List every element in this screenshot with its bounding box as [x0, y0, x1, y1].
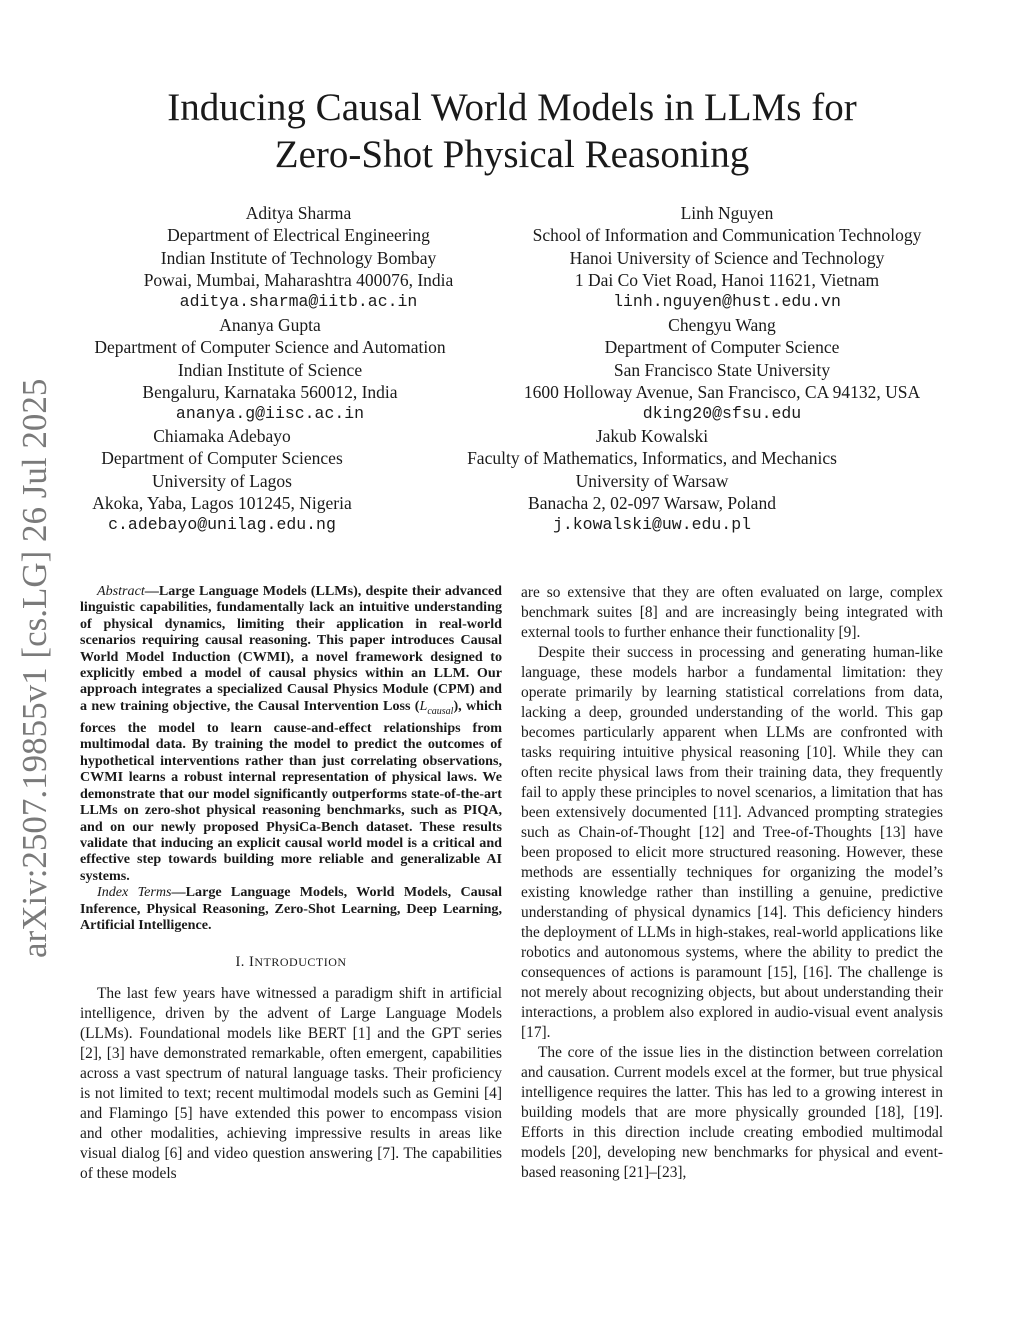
- intro-paragraph-1-continued: are so extensive that they are often evaluated on large, complex benchmark suites [8] and are increasingly being integrated with external tools to further enhance their functionality [9].: [521, 584, 943, 641]
- author-institution: University of Warsaw: [575, 470, 729, 491]
- author-email[interactable]: c.adebayo@unilag.edu.ng: [108, 515, 336, 535]
- abstract-text-2: ), which forces the model to learn cause-and-effect relationships from multimodal data. By training the model to predict the outcomes of hypothetical interventions rather than just correlating observations, CWMI learns a robust internal representation of physical laws. We demonstrate that our model significantly outperforms state-of-the-art LLMs on zero-shot physical reasoning benchmarks, such as PIQA, and on our newly proposed PhysiCa-Bench dataset. These results validate that inducing an explicit causal world model is a critical and effective step towards building more reliable and generalizable AI systems.: [80, 697, 502, 884]
- author-address: 1600 Holloway Avenue, San Francisco, CA 94132, USA: [523, 381, 921, 402]
- author-name: Chiamaka Adebayo: [153, 426, 291, 446]
- arxiv-identifier: arXiv:2507.19855v1 [cs.LG] 26 Jul 2025: [15, 378, 54, 958]
- author-name: Chengyu Wang: [668, 315, 776, 335]
- author-department: Department of Computer Science: [604, 337, 840, 358]
- intro-paragraph-3: The core of the issue lies in the distinction between correlation and causation. Current models excel at the former, but true physical intelligence requires the latter. This has led to a growing interest in building models that are more physically grounded [18], [19]. Efforts in this direction include creating embodied multimodal models [20], developing new benchmarks for physical and event-based reasoning [21]–[23],: [521, 1044, 943, 1181]
- author-email[interactable]: aditya.sharma@iitb.ac.in: [179, 292, 418, 312]
- title-line-1: Inducing Causal World Models in LLMs for: [167, 86, 857, 129]
- author-name: Aditya Sharma: [245, 203, 352, 223]
- author-address: Powai, Mumbai, Maharashtra 400076, India: [143, 269, 454, 290]
- author-department: Department of Electrical Engineering: [167, 225, 430, 246]
- author-block-gupta: [60, 314, 480, 425]
- index-terms-lead: Index Terms: [97, 884, 172, 901]
- author-department: Department of Computer Science and Automation: [94, 337, 446, 358]
- abstract-lead: Abstract: [97, 583, 145, 599]
- author-address: Akoka, Yaba, Lagos 101245, Nigeria: [92, 492, 352, 513]
- author-block-wang: [497, 314, 947, 425]
- title-line-2: Zero-Shot Physical Reasoning: [274, 133, 750, 176]
- section-heading-introduction: I. INTRODUCTION: [235, 954, 347, 971]
- author-name: Ananya Gupta: [219, 315, 321, 335]
- author-email[interactable]: ananya.g@iisc.ac.in: [175, 404, 365, 424]
- author-name: Jakub Kowalski: [595, 426, 709, 446]
- author-address: 1 Dai Co Viet Road, Hanoi 11621, Vietnam: [574, 269, 880, 290]
- left-column: [80, 583, 502, 1184]
- author-name: Linh Nguyen: [680, 203, 774, 223]
- author-department: Faculty of Mathematics, Informatics, and Mechanics: [467, 448, 837, 469]
- abstract-text-1: —Large Language Models (LLMs), despite their advanced linguistic capabilities, fundamentally lack an intuitive understanding of physical dynamics, limiting their application in real-world scenarios requiring causal reasoning. This paper introduces Causal World Model Induction (CWMI), a novel framework designed to explicitly embed a model of causal physics within an LLM. Our approach integrates a specialized Causal Physics Module (CPM) and a new training objective, the Causal Intervention Loss (: [80, 583, 502, 714]
- author-address: Bengaluru, Karnataka 560012, India: [142, 381, 398, 402]
- author-email[interactable]: j.kowalski@uw.edu.pl: [552, 515, 752, 535]
- author-institution: Indian Institute of Technology Bombay: [160, 247, 437, 268]
- intro-paragraph-1: The last few years have witnessed a paradigm shift in artificial intelligence, driven by the advent of Large Language Models (LLMs). Foundational models like BERT [1] and the GPT series [2], [3] have demonstrated remarkable, often emergent, capabilities across a vast spectrum of natural language tasks. Their proficiency is not limited to text; recent multimodal models such as Gemini [4] and Flamingo [5] have extended this power to encompass vision and other modalities, achieving impressive results in areas like visual dialog [6] and video question answering [7]. The capabilities of these models: [80, 985, 502, 1183]
- author-block-nguyen: [507, 202, 947, 313]
- author-block-sharma: [80, 202, 517, 313]
- author-email[interactable]: dking20@sfsu.edu: [642, 404, 802, 424]
- author-department: School of Information and Communication Technology: [532, 225, 922, 246]
- author-institution: Hanoi University of Science and Technology: [569, 247, 885, 268]
- paper-title: [80, 84, 944, 178]
- causal-loss-symbol: $L_{causal}$: [419, 697, 454, 717]
- author-block-adebayo: [72, 425, 372, 536]
- index-terms: [80, 884, 502, 933]
- abstract: [80, 583, 502, 884]
- index-terms-text: —Large Language Models, World Models, Causal Inference, Physical Reasoning, Zero-Shot Learning, Deep Learning, Artificial Intelligence.: [80, 884, 502, 933]
- author-block-kowalski: [442, 425, 862, 536]
- author-email[interactable]: linh.nguyen@hust.edu.vn: [613, 292, 841, 312]
- author-address: Banacha 2, 02-097 Warsaw, Poland: [528, 492, 776, 513]
- right-column: [521, 583, 943, 1183]
- intro-paragraph-2: Despite their success in processing and generating human-like language, these models harbor a fundamental limitation: they operate primarily by learning statistical correlations from data, lacking a deep, grounded understanding of the world. This gap becomes particularly apparent when LLMs are confronted with tasks requiring intuitive physical reasoning [10]. While they can often recite physical laws from their training data, they frequently fail to apply these principles to novel scenarios, a limitation that has been extensively documented [11]. Advanced prompting strategies such as Chain-of-Thought [12] and Tree-of-Thoughts [13] have been proposed to elicit more structured reasoning. However, these methods are essentially techniques for organizing the model’s existing knowledge rather than instilling a genuine, predictive understanding of physical dynamics [14]. This deficiency hinders the deployment of LLMs in high-stakes, real-world applications like robotics and autonomous systems, where the ability to predict the consequences of actions is paramount [15], [16]. The challenge is not merely about recognizing objects, but about understanding their interactions, a problem also explored in audio-visual event analysis [17].: [521, 644, 943, 1041]
- author-institution: University of Lagos: [152, 470, 292, 491]
- author-department: Department of Computer Sciences: [101, 448, 343, 469]
- author-institution: San Francisco State University: [613, 359, 831, 380]
- author-institution: Indian Institute of Science: [177, 359, 363, 380]
